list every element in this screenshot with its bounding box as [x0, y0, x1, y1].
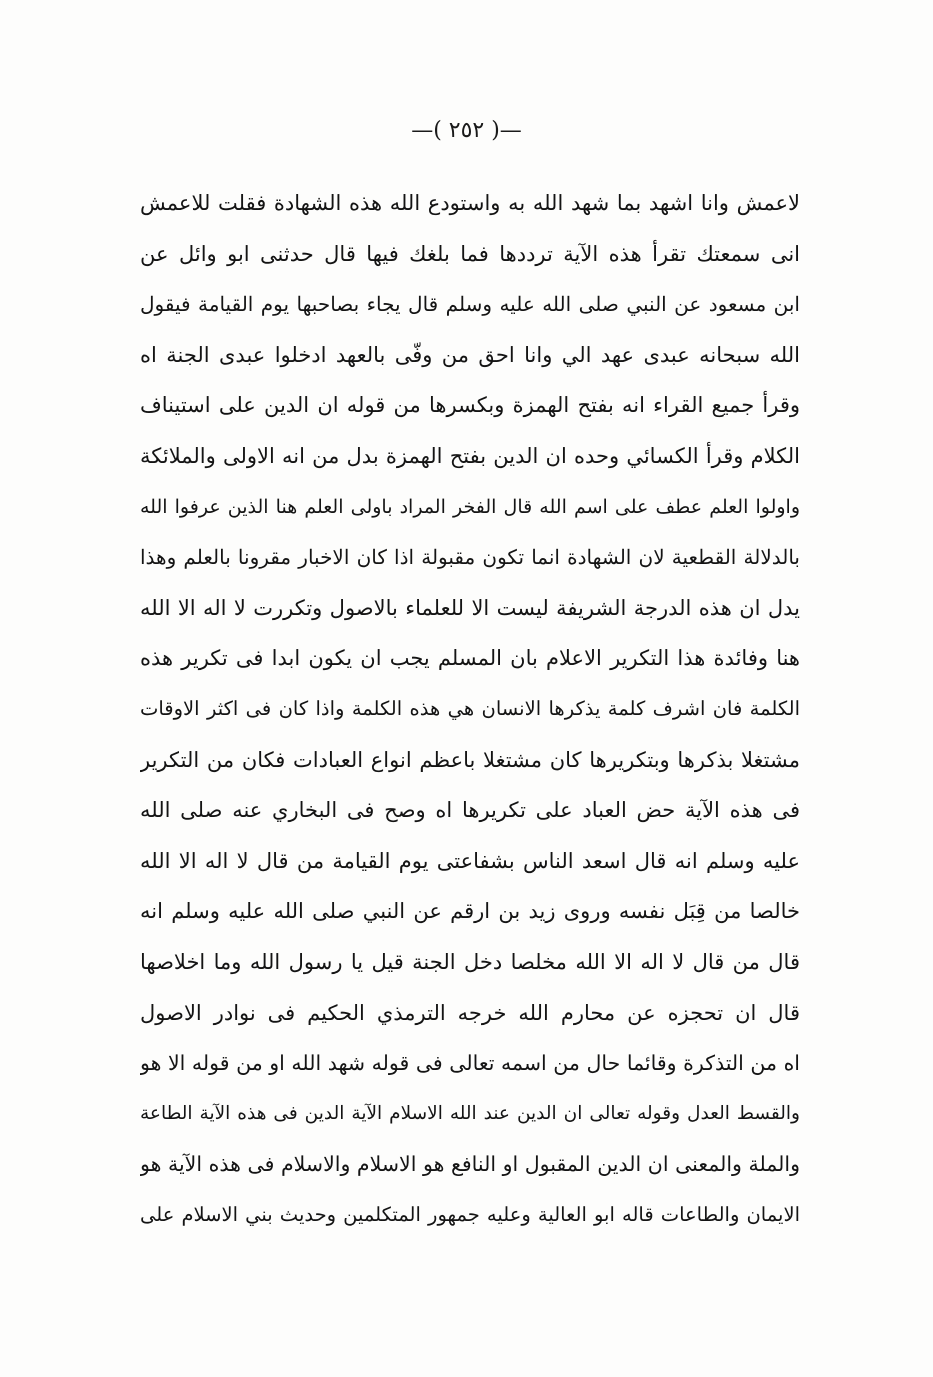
- text-line: انى سمعتك تقرأ هذه الآية ترددها فما بلغك فيها قال حدثنى ابو وائل عن: [140, 241, 800, 266]
- text-line: وقرأ جميع القراء انه بفتح الهمزة وبكسرها من قوله ان الدين على استيناف: [140, 393, 800, 418]
- text-line: بالدلالة القطعية لان الشهادة انما تكون مقبولة اذا كان الاخبار مقرونا بالعلم وهذا: [140, 545, 800, 570]
- text-line: الكلمة فان اشرف كلمة يذكرها الانسان هي هذه الكلمة واذا كان فى اكثر الاوقات: [140, 696, 800, 720]
- text-line: والملة والمعنى ان الدين المقبول او النافع هو الاسلام والاسلام فى هذه الآية هو: [140, 1152, 800, 1177]
- body-text: [140, 178, 800, 1240]
- text-line: اه من التذكرة وقائما حال من اسمه تعالى فى قوله شهد الله او من قوله الا هو: [140, 1051, 800, 1076]
- text-line: الكلام وقرأ الكسائي وحده ان الدين بفتح الهمزة بدل من انه الاولى والملائكة: [140, 443, 800, 468]
- text-line: مشتغلا بذكرها وبتكريرها كان مشتغلا باعظم انواع العبادات فكان من التكرير: [140, 747, 800, 772]
- text-line: واولوا العلم عطف على اسم الله قال الفخر المراد باولى العلم هنا الذين عرفوا الله: [140, 495, 800, 518]
- text-line: هنا وفائدة هذا التكرير الاعلام بان المسلم يجب ان يكون ابدا فى تكرير هذه: [140, 646, 800, 671]
- text-line: قال ان تحجزه عن محارم الله خرجه الترمذي الحكيم فى نوادر الاصول: [140, 1000, 800, 1025]
- page-number: —( ٢٥٢ )—: [411, 118, 522, 143]
- text-line: لاعمش وانا اشهد بما شهد الله به واستودع الله هذه الشهادة فقلت للاعمش: [140, 191, 800, 215]
- text-line: قال من قال لا اله الا الله مخلصا دخل الجنة قيل يا رسول الله وما اخلاصها: [140, 949, 800, 974]
- text-line: فى هذه الآية حض العباد على تكريرها اه وصح فى البخاري عنه صلى الله: [140, 798, 800, 823]
- text-line: الله سبحانه عبدى عهد الي وانا احق من وفّى بالعهد ادخلوا عبدى الجنة اه: [140, 342, 800, 367]
- text-line: ابن مسعود عن النبي صلى الله عليه وسلم قال يجاء بصاحبها يوم القيامة فيقول: [140, 292, 800, 317]
- text-line: الايمان والطاعات قاله ابو العالية وعليه جمهور المتكلمين وحديث بني الاسلام على: [140, 1202, 800, 1226]
- text-line: والقسط العدل وقوله تعالى ان الدين عند الله الاسلام الآية الدين فى هذه الآية الطاعة: [140, 1102, 800, 1124]
- text-line: عليه وسلم انه قال اسعد الناس بشفاعتى يوم القيامة من قال لا اله الا الله: [140, 848, 800, 873]
- text-line: خالصا من قِبَل نفسه وروى زيد بن ارقم عن النبي صلى الله عليه وسلم انه: [140, 899, 800, 924]
- text-line: يدل ان هذه الدرجة الشريفة ليست الا للعلماء بالاصول وتكررت لا اله الا الله: [140, 595, 800, 620]
